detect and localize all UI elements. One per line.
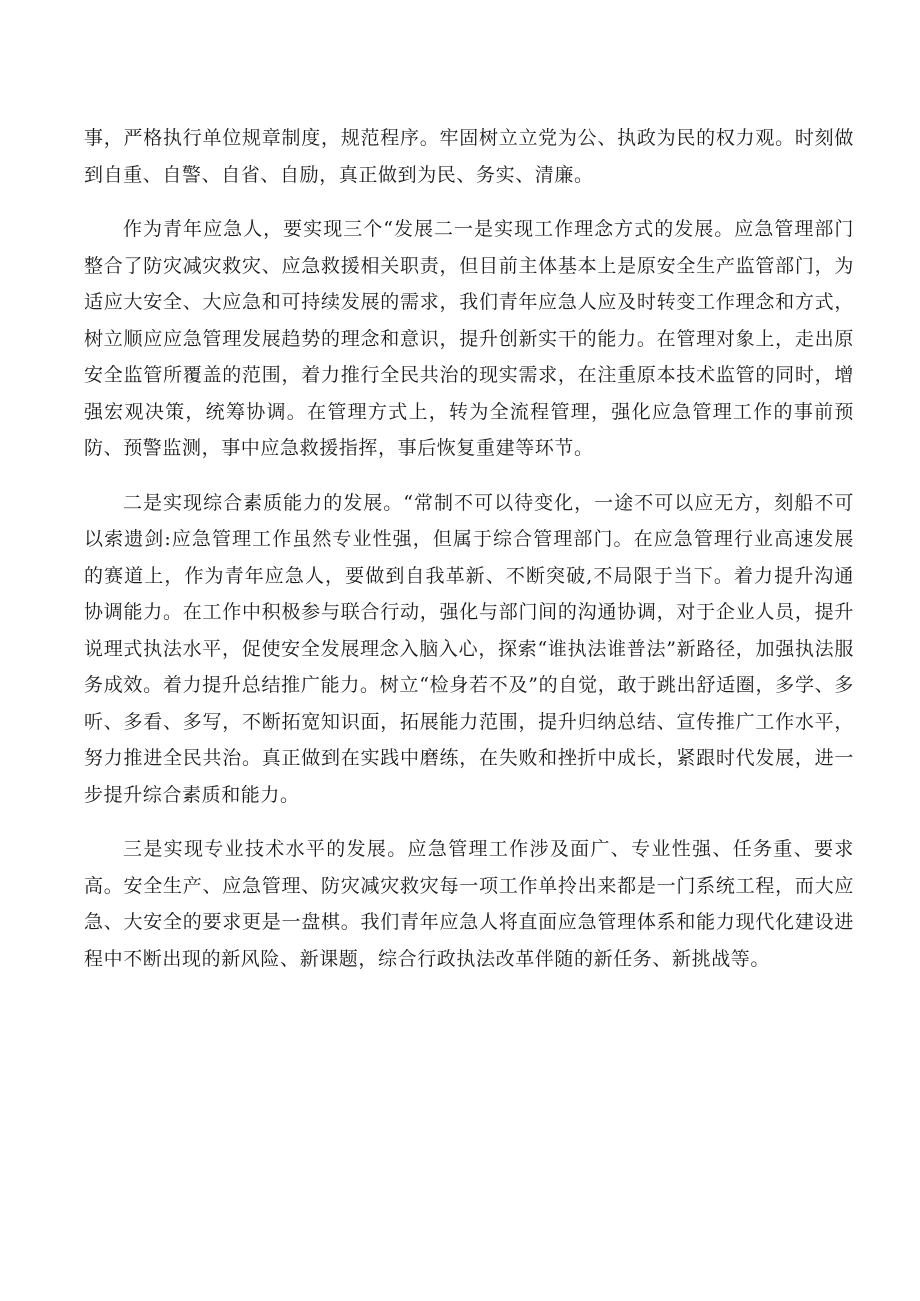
paragraph-development-three: 三是实现专业技术水平的发展。应急管理工作涉及面广、专业性强、任务重、要求高。安全生产、应急管理、防灾减灾救灾每一项工作单拎出来都是一门系统工程，而大应急、大安全的要求更是一盘棋。我们青年应急人将直面应急管理体系和能力现代化建设进程中不断出现的新风险、新课题，综合行政执法改革伴随的新任务、新挑战等。 [84,838,854,970]
document-body [84,120,854,977]
paragraph-continuation: 事，严格执行单位规章制度，规范程序。牢固树立立党为公、执政为民的权力观。时刻做到自重、自警、自省、自励，真正做到为民、务实、清廉。 [84,127,854,186]
paragraph-development-two: 二是实现综合素质能力的发展。“常制不可以待变化，一途不可以应无方，刻船不可以索遗剑:应急管理工作虽然专业性强，但属于综合管理部门。在应急管理行业高速发展的赛道上，作为青年应急人，要做到自我革新、不断突破,不局限于当下。着力提升沟通协调能力。在工作中积极参与联合行动，强化与部门间的沟通协调，对于企业人员，提升说理式执法水平，促使安全发展理念入脑入心，探索“谁执法谁普法”新路径，加强执法服务成效。着力提升总结推广能力。树立“检身若不及”的自觉，敢于跳出舒适圈，多学、多听、多看、多写，不断拓宽知识面，拓展能力范围，提升归纳总结、宣传推广工作水平，努力推进全民共治。真正做到在实践中磨练，在失败和挫折中成长，紧跟时代发展，进一步提升综合素质和能力。 [84,491,854,806]
paragraph-development-one: 作为青年应急人，要实现三个“发展二一是实现工作理念方式的发展。应急管理部门整合了防灾减灾救灾、应急救援相关职责，但目前主体基本上是原安全生产监管部门，为适应大安全、大应急和可持续发展的需求，我们青年应急人应及时转变工作理念和方式，树立顺应应急管理发展趋势的理念和意识，提升创新实干的能力。在管理对象上，走出原安全监管所覆盖的范围，着力推行全民共治的现实需求，在注重原本技术监管的同时，增强宏观决策，统筹协调。在管理方式上，转为全流程管理，强化应急管理工作的事前预防、预警监测，事中应急救援指挥，事后恢复重建等环节。 [84,218,854,459]
